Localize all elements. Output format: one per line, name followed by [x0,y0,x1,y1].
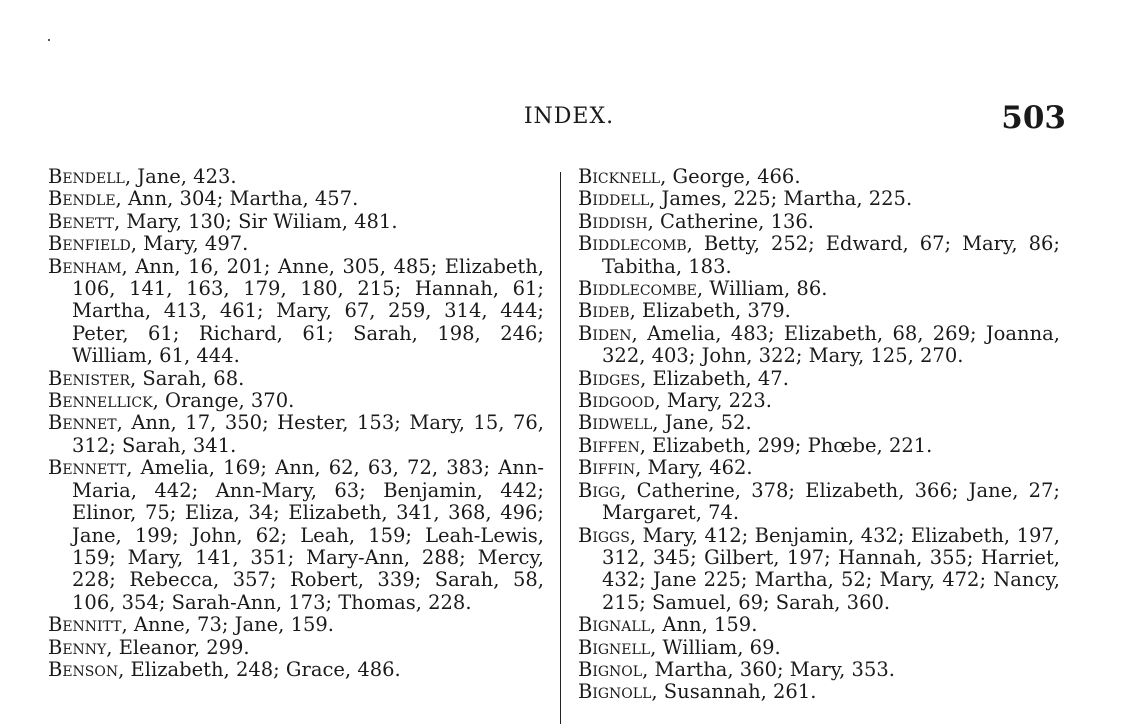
index-entry-surname: Bidges, [578,366,647,390]
index-entry [578,368,1060,390]
index-entry [578,659,1060,681]
column-divider [560,172,561,724]
index-entry-surname: Benister, [48,366,137,390]
index-entry [578,637,1060,659]
index-entry-surname: Bigg, [578,478,627,502]
index-entry-surname: Bignell, [578,635,657,659]
index-entry-references: Mary, 223. [660,389,773,413]
index-entry-surname: Bidwell, [578,411,659,435]
index-entry-references: Mary, 462. [641,456,753,480]
index-entry-references: Amelia, 169; Ann, 62, 63, 72, 383; Ann-Maria, 442; Ann-Mary, 63; Benjamin, 442; Elinor, 75; Eliza, 34; Elizabeth, 341, 368, 496; Jane, 199; John, 62; Leah, 159; Leah-Lewis, 159; Mary, 141, 351; Mary-Ann, 288; Mercy, 228; Rebecca, 357; Robert, 339; Sarah, 58, 106, 354; Sarah-Ann, 173; Thomas, 228. [72,456,544,614]
index-entry-surname: Benfield, [48,232,137,256]
index-entry [48,659,544,681]
index-entry-references: Elizabeth, 248; Grace, 486. [124,657,401,681]
index-entry [578,211,1060,233]
index-entry [578,681,1060,703]
index-entry-references: Jane, 52. [658,411,752,435]
index-entry-surname: Bignoll, [578,680,658,704]
index-entry [578,278,1060,300]
index-entry [578,480,1060,525]
index-entry [578,300,1060,322]
index-entry-surname: Biffin, [578,456,642,480]
index-entry-surname: Bennett, [48,456,133,480]
index-entry-references: Orange, 370. [158,389,295,413]
index-entry [48,457,544,614]
index-entry-surname: Biddish, [578,209,654,233]
index-entry-references: Eleanor, 299. [112,635,250,659]
page-title: INDEX. [523,104,615,129]
index-entry [578,323,1060,368]
index-entry-references: Amelia, 483; Elizabeth, 68, 269; Joanna, 322, 403; John, 322; Mary, 125, 270. [602,321,1060,368]
index-entry-references: Anne, 73; Jane, 159. [127,613,334,637]
index-entry [48,256,544,368]
index-entry-references: Martha, 360; Mary, 353. [648,657,895,681]
index-entry-references: Jane, 423. [131,165,237,188]
index-entry-surname: Bendle, [48,187,122,211]
index-entry-references: Betty, 252; Edward, 67; Mary, 86; Tabitha, 183. [602,232,1060,278]
index-entry-references: Susannah, 261. [657,680,817,704]
index-entry-references: Elizabeth, 299; Phœbe, 221. [645,433,933,457]
index-entry-surname: Biden, [578,321,638,345]
index-entry [48,412,544,457]
index-entry-surname: Bidgood, [578,389,661,413]
index-column-right [578,166,1060,704]
index-entry [48,211,544,233]
index-entry [578,233,1060,278]
index-entry-surname: Biffen, [578,433,646,457]
index-entry-surname: Benson, [48,657,125,681]
index-entry [48,368,544,390]
index-entry [48,233,544,255]
index-entry-references: Elizabeth, 379. [635,299,791,323]
index-column-left [48,166,544,681]
index-entry-references: William, 86. [703,277,828,301]
index-entry-surname: Biddlecomb, [578,232,693,256]
index-entry-surname: Benett, [48,209,121,233]
index-entry-references: Sarah, 68. [136,366,245,390]
index-entry [48,390,544,412]
index-entry-surname: Benny, [48,635,113,659]
index-entry [48,637,544,659]
index-entry-references: James, 225; Martha, 225. [655,187,913,211]
index-entry [48,166,544,188]
index-entry-references: Elizabeth, 47. [646,366,789,390]
index-entry [578,525,1060,615]
index-entry-references: Catherine, 136. [653,209,814,233]
index-entry-surname: Biddlecombe, [578,277,704,301]
index-entry-references: Ann, 159. [656,613,758,637]
index-entry [578,166,1060,188]
index-entry [578,435,1060,457]
index-entry [578,188,1060,210]
index-entry-surname: Bideb, [578,299,636,323]
index-entry [48,188,544,210]
index-entry-references: Ann, 16, 201; Anne, 305, 485; Elizabeth, 106, 141, 163, 179, 180, 215; Hannah, 61; Martha, 413, 461; Mary, 67, 259, 314, 444; Peter, 61; Richard, 61; Sarah, 198, 246; William, 61, 444. [72,254,544,368]
index-entry [578,457,1060,479]
index-entry-references: Catherine, 378; Elizabeth, 366; Jane, 27; Margaret, 74. [602,478,1060,525]
print-speck [48,39,50,41]
index-entry-surname: Bennellick, [48,389,159,413]
index-entry-references: Mary, 130; Sir Wiliam, 481. [120,209,398,233]
index-entry-surname: Bignol, [578,657,649,681]
index-entry-surname: Bignall, [578,613,657,637]
index-entry-references: Ann, 17, 350; Hester, 153; Mary, 15, 76, 312; Sarah, 341. [72,411,544,457]
index-entry-references: George, 466. [666,165,801,188]
index-entry-surname: Biggs, [578,523,637,547]
index-entry-references: Mary, 497. [136,232,249,256]
index-entry [578,390,1060,412]
index-entry-surname: Bennitt, [48,613,128,637]
index-entry-surname: Biddell, [578,187,656,211]
index-entry [578,412,1060,434]
index-entry [578,614,1060,636]
index-entry-references: Ann, 304; Martha, 457. [121,187,359,211]
index-entry-surname: Bicknell, [578,165,667,188]
index-entry-surname: Bendell, [48,165,132,188]
index-entry-surname: Benham, [48,254,128,278]
index-entry-references: Mary, 412; Benjamin, 432; Elizabeth, 197, 312, 345; Gilbert, 197; Hannah, 355; Harriet, 432; Jane 225; Martha, 52; Mary, 472; Nancy, 215; Samuel, 69; Sarah, 360. [602,523,1060,614]
index-entry-surname: Bennet, [48,411,123,435]
index-entry-references: William, 69. [656,635,781,659]
index-entry [48,614,544,636]
page-number: 503 [1001,100,1066,136]
